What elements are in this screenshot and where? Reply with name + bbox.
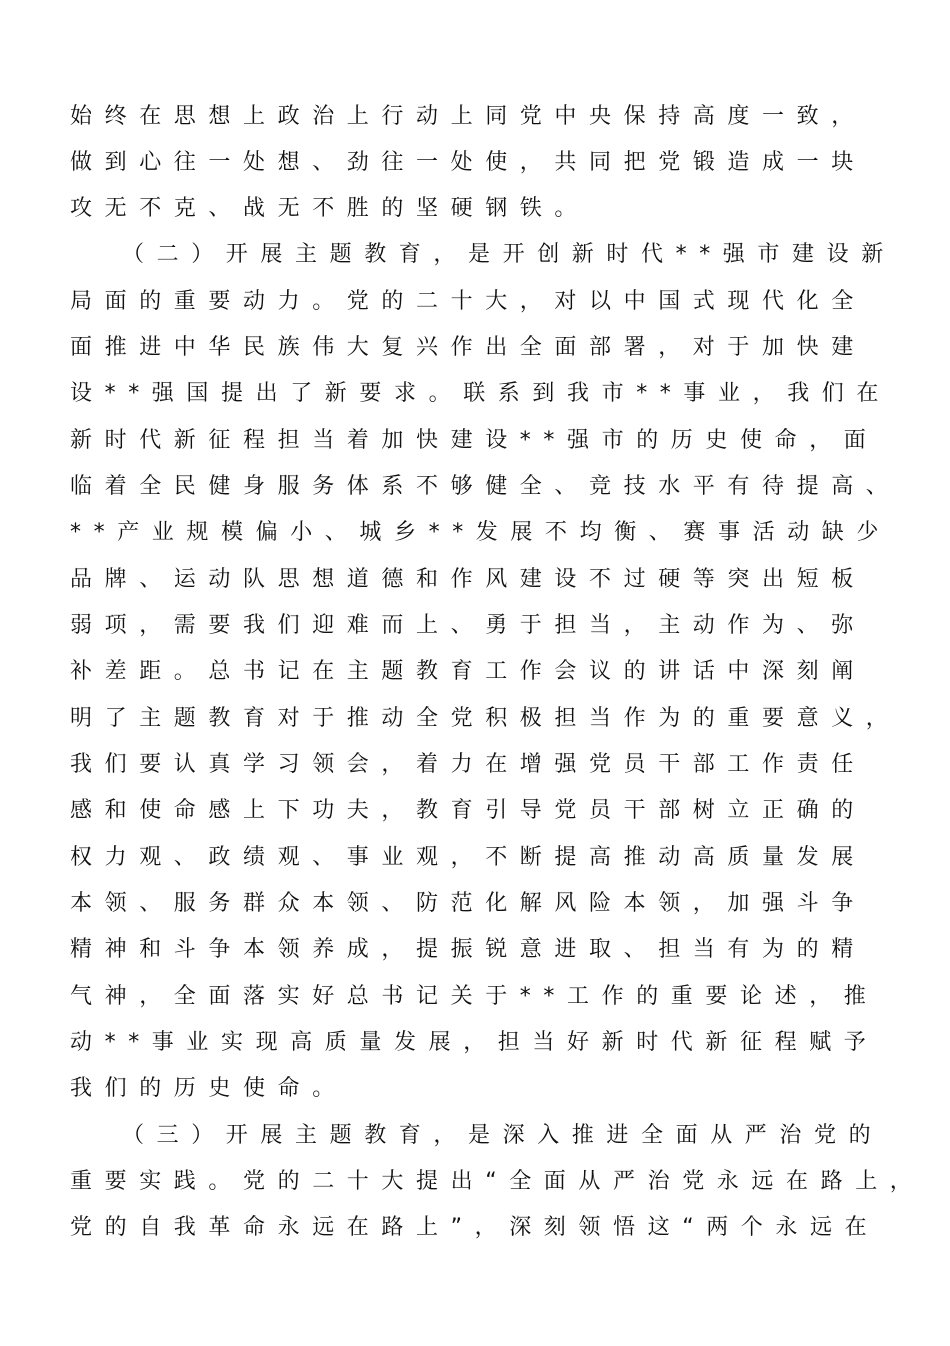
text-line: **产业规模偏小、城乡**发展不均衡、赛事活动缺少: [70, 520, 892, 545]
paragraph-heading: （二）开展主题教育，是开创新时代**强市建设新: [122, 242, 896, 267]
text-line: 面推进中华民族伟大复兴作出全面部署，对于加快建: [70, 335, 866, 360]
text-line: 我们要认真学习领会，着力在增强党员干部工作责任: [70, 752, 866, 777]
text-line: 弱项，需要我们迎难而上、勇于担当，主动作为、弥: [70, 613, 866, 638]
text-line: 党的自我革命永远在路上”，深刻领悟这“两个永远在: [70, 1215, 880, 1240]
text-line: 我们的历史使命。: [70, 1076, 347, 1101]
paragraph-heading: （三）开展主题教育，是深入推进全面从严治党的: [122, 1123, 884, 1148]
text-line: 新时代新征程担当着加快建设**强市的历史使命，面: [70, 428, 879, 453]
text-line: 局面的重要动力。党的二十大，对以中国式现代化全: [70, 289, 866, 314]
text-line: 设**强国提出了新要求。联系到我市**事业，我们在: [70, 381, 892, 406]
text-line: 精神和斗争本领养成，提振锐意进取、担当有为的精: [70, 937, 866, 962]
text-line: 本领、服务群众本领、防范化解风险本领，加强斗争: [70, 891, 866, 916]
text-line: 重要实践。党的二十大提出“全面从严治党永远在路上，: [70, 1169, 925, 1194]
text-line: 始终在思想上政治上行动上同党中央保持高度一致，: [70, 104, 866, 129]
text-line: 明了主题教育对于推动全党积极担当作为的重要意义，: [70, 706, 901, 731]
text-line: 气神，全面落实好总书记关于**工作的重要论述，推: [70, 984, 879, 1009]
text-line: 感和使命感上下功夫，教育引导党员干部树立正确的: [70, 798, 866, 823]
text-line: 权力观、政绩观、事业观，不断提高推动高质量发展: [70, 845, 866, 870]
text-line: 补差距。总书记在主题教育工作会议的讲话中深刻阐: [70, 659, 866, 684]
text-line: 攻无不克、战无不胜的坚硬钢铁。: [70, 196, 590, 221]
text-line: 做到心往一处想、劲往一处使，共同把党锻造成一块: [70, 150, 866, 175]
text-line: 临着全民健身服务体系不够健全、竞技水平有待提高、: [70, 474, 901, 499]
text-line: 品牌、运动队思想道德和作风建设不过硬等突出短板: [70, 567, 866, 592]
text-line: 动**事业实现高质量发展，担当好新时代新征程赋予: [70, 1030, 879, 1055]
